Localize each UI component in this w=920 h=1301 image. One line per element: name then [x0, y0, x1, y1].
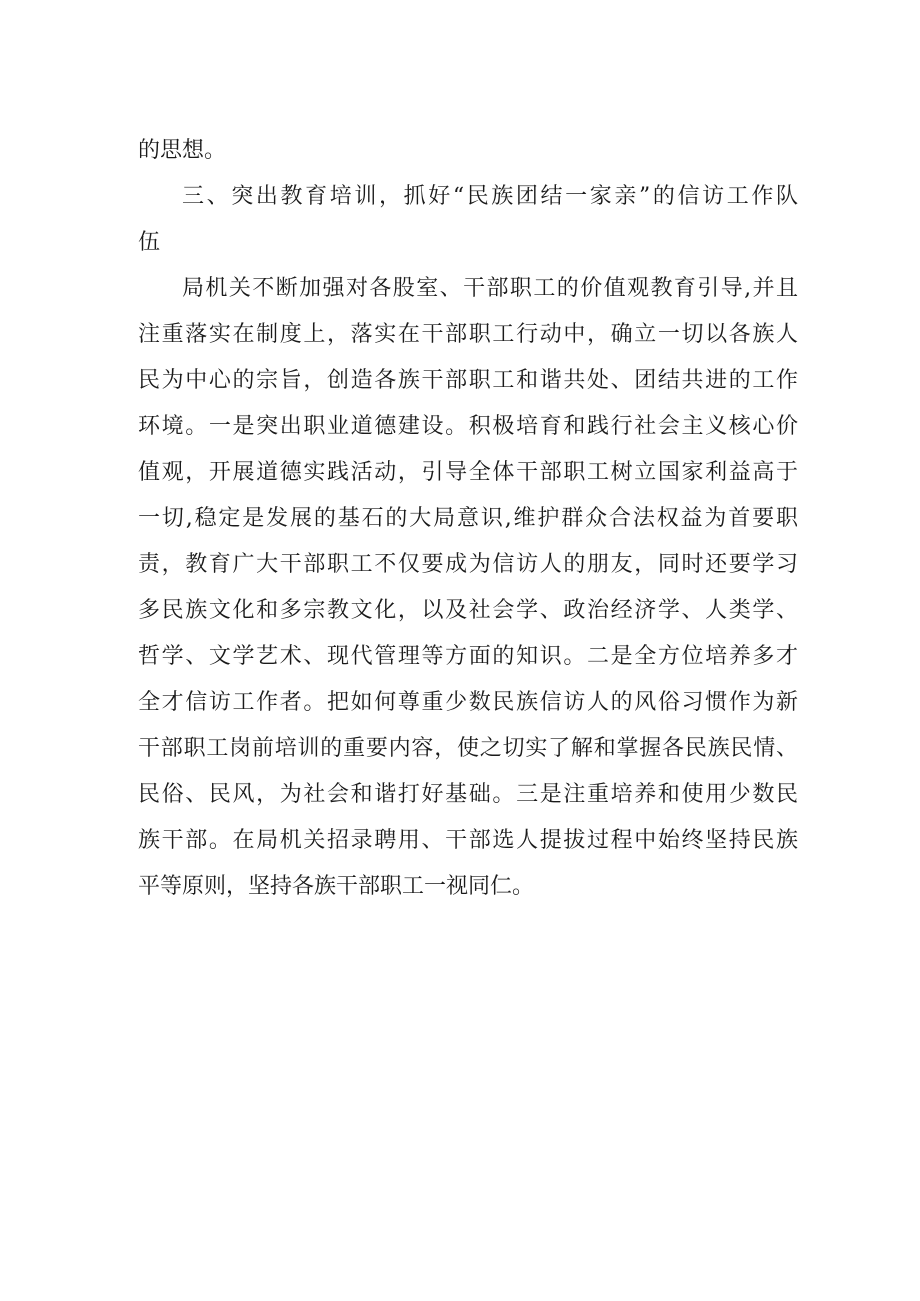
- text-line: 责，教育广大干部职工不仅要成为信访人的朋友，同时还要学习: [138, 552, 798, 577]
- text-line: 注重落实在制度上，落实在干部职工行动中，确立一切以各族人: [138, 322, 798, 347]
- text-line: 族干部。在局机关招录聘用、干部选人提拔过程中始终坚持民族: [138, 828, 798, 853]
- text-line: 平等原则，坚持各族干部职工一视同仁。: [138, 874, 535, 899]
- text-line: 多民族文化和多宗教文化，以及社会学、政治经济学、人类学、: [138, 598, 798, 623]
- section-heading-line: 三、突出教育培训，抓好“民族团结一家亲”的信访工作队: [182, 184, 798, 209]
- text-line: 环境。一是突出职业道德建设。积极培育和践行社会主义核心价: [138, 414, 798, 439]
- section-heading-line: 伍: [138, 230, 161, 255]
- text-line: 干部职工岗前培训的重要内容，使之切实了解和掌握各民族民情、: [138, 736, 798, 761]
- text-line: 民俗、民风，为社会和谐打好基础。三是注重培养和使用少数民: [138, 782, 798, 807]
- text-line: 的思想。: [138, 138, 227, 163]
- text-line: 局机关不断加强对各股室、干部职工的价值观教育引导,并且: [182, 276, 798, 301]
- text-line: 一切,稳定是发展的基石的大局意识,维护群众合法权益为首要职: [138, 506, 798, 531]
- text-line: 值观，开展道德实践活动，引导全体干部职工树立国家利益高于: [138, 460, 798, 485]
- text-line: 民为中心的宗旨，创造各族干部职工和谐共处、团结共进的工作: [138, 368, 798, 393]
- body-text: [138, 128, 798, 910]
- text-line: 哲学、文学艺术、现代管理等方面的知识。二是全方位培养多才: [138, 644, 798, 669]
- text-line: 全才信访工作者。把如何尊重少数民族信访人的风俗习惯作为新: [138, 690, 798, 715]
